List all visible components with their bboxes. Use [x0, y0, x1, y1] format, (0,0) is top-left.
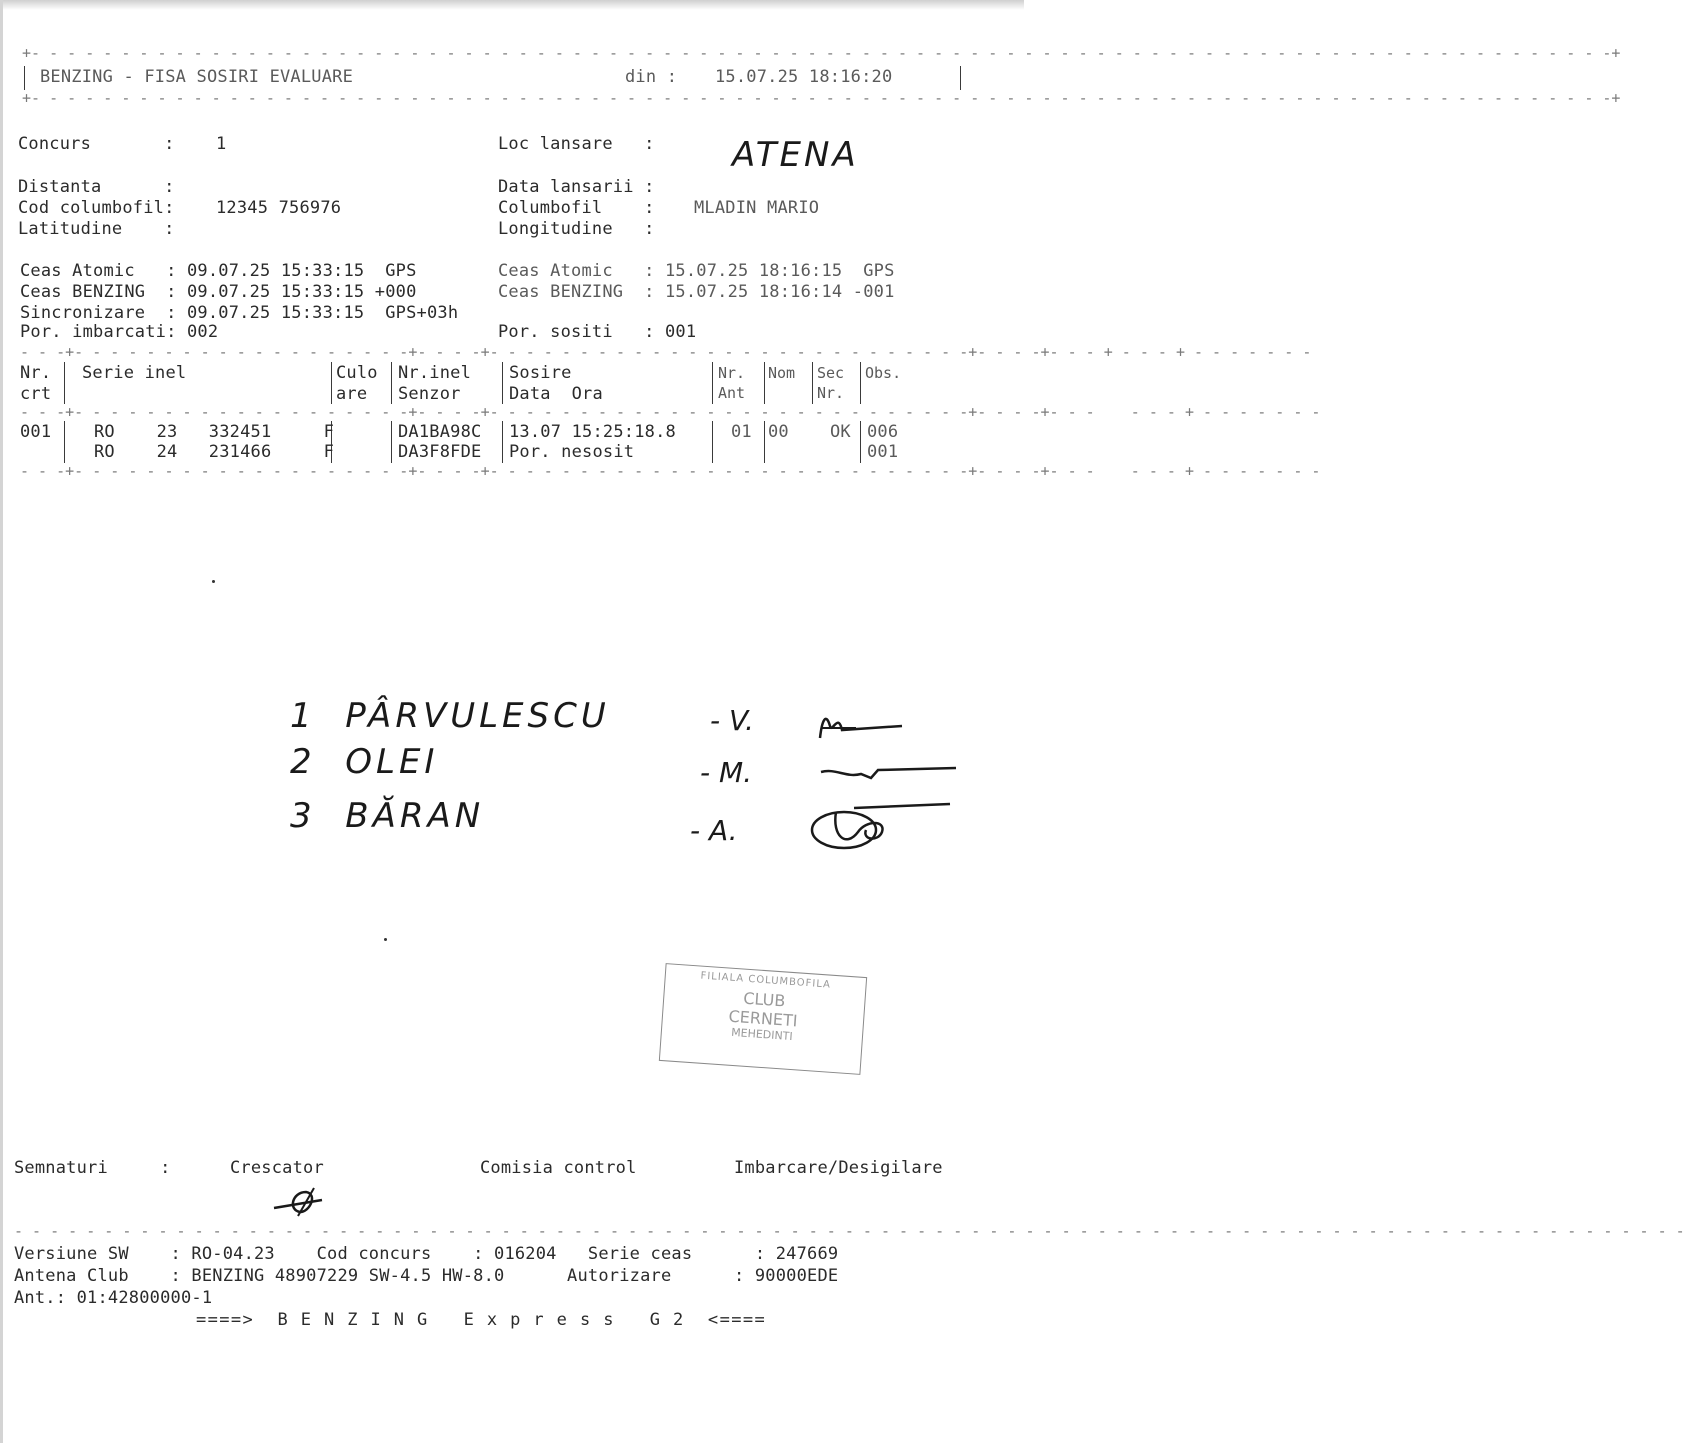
col-sep-3: [391, 362, 392, 404]
col-sep-2: [331, 362, 332, 404]
longitudine-label: Longitudine :: [498, 219, 655, 239]
distanta-label: Distanta :: [18, 177, 175, 197]
col-sep-4: [502, 362, 503, 404]
th-obs: Obs.: [865, 364, 902, 382]
th-culoare-2: are: [336, 384, 368, 404]
row-sep-8: [860, 421, 861, 463]
handwritten-initial-3: - A.: [690, 814, 738, 847]
footer-line-3: Ant.: 01:42800000-1: [14, 1288, 213, 1308]
handwritten-initial-2: - M.: [700, 756, 753, 789]
row-senzor-2: DA3F8FDE: [398, 442, 482, 462]
th-senzor: Senzor: [398, 384, 461, 404]
crescator-signature: [270, 1182, 330, 1222]
latitudine-label: Latitudine :: [18, 219, 175, 239]
row-sec: OK: [830, 422, 851, 442]
header-border-top: +- - - - - - - - - - - - - - - - - - - - - - - - - - - - - - - - - - - - - - - - - - - - - - - - - - - - - - - - - - - - - - - - - - - - - - - - - - - - - - - - - - - - - - - -+: [22, 44, 1621, 62]
row-sep-1: [64, 421, 65, 463]
signature-3: [806, 796, 956, 856]
th-sec-1: Sec: [817, 364, 845, 382]
row-nr: 001: [20, 422, 52, 442]
crescator-label: Crescator: [230, 1158, 324, 1178]
th-nom: Nom: [768, 364, 796, 382]
concurs-label: Concurs :: [18, 134, 175, 154]
clock-right-1: Ceas Atomic : 15.07.25 18:16:15 GPS: [498, 261, 895, 281]
speck: [212, 580, 215, 583]
th-data-ora: Data Ora: [509, 384, 603, 404]
th-nr-ant-1: Nr.: [718, 364, 746, 382]
data-lansarii-label: Data lansarii :: [498, 177, 655, 197]
semnaturi-label: Semnaturi :: [14, 1158, 171, 1178]
clock-right-4: Por. sositi : 001: [498, 322, 697, 342]
columbofil-label: Columbofil :: [498, 198, 655, 218]
stamp-line-3: CERNETI: [727, 1006, 799, 1031]
handwritten-name-1: 1 PÂRVULESCU: [290, 696, 610, 736]
handwritten-name-2: 2 OLEI: [290, 742, 439, 782]
row-sep-5: [712, 421, 713, 463]
table-border-bottom: - - -+- - - - - - - - - - - - - - - - - - -+- - - -+- - - - - - - - - - - - - - - - - - - - - - - - - - -+- - - -+- - - - - - + - - - - - - -: [20, 462, 1321, 480]
th-sosire: Sosire: [509, 363, 572, 383]
th-culoare-1: Culo: [336, 363, 378, 383]
th-serie-inel: Serie inel: [82, 363, 187, 383]
stamp-line-4: MEHEDINTI: [730, 1025, 794, 1044]
row-sep-4: [502, 421, 503, 463]
speck: [384, 938, 387, 941]
header-din-value: 15.07.25 18:16:20: [715, 67, 893, 87]
cod-columbofil-value: 12345 756976: [216, 198, 342, 218]
row-sosire-1: 13.07 15:25:18.8: [509, 422, 676, 442]
clock-right-2: Ceas BENZING : 15.07.25 18:16:14 -001: [498, 282, 895, 302]
loc-lansare-value: ATENA: [732, 135, 859, 175]
row-obs-2: 001: [867, 442, 899, 462]
row-sep-3: [391, 421, 392, 463]
th-sec-2: Nr.: [817, 384, 845, 402]
concurs-value: 1: [216, 134, 227, 154]
table-border-mid: - - -+- - - - - - - - - - - - - - - - - - -+- - - -+- - - - - - - - - - - - - - - - - - - - - - - - - - -+- - - -+- - - - - - + - - - - - - -: [20, 403, 1321, 421]
row-inel-1: RO 23 332451 F: [94, 422, 335, 442]
scan-edge-left: [0, 0, 3, 1443]
header-border-bottom: +- - - - - - - - - - - - - - - - - - - - - - - - - - - - - - - - - - - - - - - - - - - - - - - - - - - - - - - - - - - - - - - - - - - - - - - - - - - - - - - - - - - - - - - -+: [22, 89, 1621, 107]
stamp-line-1: FILIALA COLUMBOFILA: [700, 970, 832, 991]
clock-left-1: Ceas Atomic : 09.07.25 15:33:15 GPS: [20, 261, 417, 281]
row-inel-2: RO 24 231466 F: [94, 442, 335, 462]
comisia-label: Comisia control: [480, 1158, 637, 1178]
imbarcare-label: Imbarcare/Desigilare: [734, 1158, 943, 1178]
th-crt: crt: [20, 384, 52, 404]
row-obs-1: 006: [867, 422, 899, 442]
signature-2: [816, 760, 966, 790]
col-sep-5: [712, 362, 713, 404]
cod-columbofil-label: Cod columbofil:: [18, 198, 175, 218]
col-sep-8: [860, 362, 861, 404]
table-border-top: - - -+- - - - - - - - - - - - - - - - - - -+- - - -+- - - - - - - - - - - - - - - - - - - - - - - - - - -+- - - -+- - - + - - - + - - - - - - -: [20, 343, 1312, 361]
row-sep-6: [764, 421, 765, 463]
th-nr-inel: Nr.inel: [398, 363, 472, 383]
header-title: BENZING - FISA SOSIRI EVALUARE: [40, 67, 354, 87]
loc-lansare-label: Loc lansare :: [498, 134, 655, 154]
handwritten-initial-1: - V.: [710, 704, 754, 737]
columbofil-value: MLADIN MARIO: [694, 198, 820, 218]
header-border-left: [24, 66, 25, 90]
footer-divider: - - - - - - - - - - - - - - - - - - - - - - - - - - - - - - - - - - - - - - - - - - - - - - - - - - - - - - - - - - - - - - - - - - - - - - - - - - - - - - - - - - - - - - - - - - - - -: [14, 1222, 1685, 1240]
header-border-right: [960, 66, 961, 90]
row-senzor-1: DA1BA98C: [398, 422, 482, 442]
scan-edge-top: [0, 0, 1024, 10]
clock-left-4: Por. imbarcati: 002: [20, 322, 219, 342]
handwritten-name-3: 3 BĂRAN: [290, 796, 485, 836]
row-nom: 00: [768, 422, 789, 442]
club-stamp: [659, 963, 867, 1075]
signature-1: [812, 700, 912, 750]
col-sep-6: [764, 362, 765, 404]
footer-line-4: ====> B E N Z I N G E x p r e s s G 2 <====: [196, 1310, 767, 1330]
th-nr: Nr.: [20, 363, 52, 383]
row-sosire-2: Por. nesosit: [509, 442, 635, 462]
clock-left-3: Sincronizare : 09.07.25 15:33:15 GPS+03h: [20, 303, 459, 323]
stamp-line-2: CLUB: [742, 988, 786, 1011]
th-nr-ant-2: Ant: [718, 384, 746, 402]
row-ant: 01: [731, 422, 752, 442]
col-sep-1: [64, 362, 65, 404]
col-sep-7: [812, 362, 813, 404]
footer-line-1: Versiune SW : RO-04.23 Cod concurs : 016204 Serie ceas : 247669: [14, 1244, 839, 1264]
clock-left-2: Ceas BENZING : 09.07.25 15:33:15 +000: [20, 282, 417, 302]
header-din-label: din :: [625, 67, 678, 87]
footer-line-2: Antena Club : BENZING 48907229 SW-4.5 HW-8.0 Autorizare : 90000EDE: [14, 1266, 839, 1286]
